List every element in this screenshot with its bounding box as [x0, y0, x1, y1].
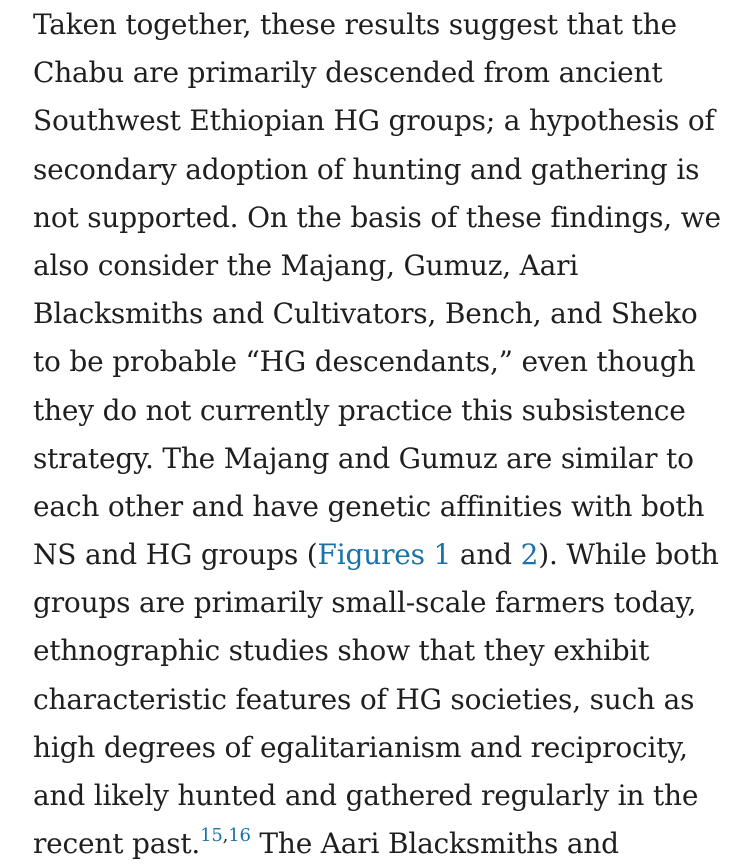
text-line-6: also consider the Majang, Gumuz, Aari [33, 248, 579, 282]
figure-2-link[interactable]: 2 [520, 538, 539, 572]
citation-15-link[interactable]: 15 [200, 824, 223, 846]
text-segment: and [451, 538, 521, 572]
text-line-11: each other and have genetic affinities with both [33, 489, 705, 523]
text-line-7: Blacksmiths and Cultivators, Bench, and Sheko [33, 297, 698, 331]
text-line-3: Southwest Ethiopian HG groups; a hypothesis of [33, 104, 715, 138]
text-line-12 [33, 531, 723, 579]
text-line-15: characteristic features of HG societies, such as [33, 682, 695, 716]
text-line-16: high degrees of egalitarianism and reciprocity, [33, 730, 688, 764]
text-segment: The Aari Blacksmiths and [250, 827, 619, 861]
text-line-10: strategy. The Majang and Gumuz are similar to [33, 441, 694, 475]
figures-1-link[interactable]: Figures 1 [317, 538, 452, 572]
article-paragraph [33, 0, 723, 868]
text-line-8: to be probable “HG descendants,” even though [33, 345, 696, 379]
text-line-17: and likely hunted and gathered regularly in the [33, 779, 699, 812]
citation-separator: , [222, 824, 229, 846]
text-line-2: Chabu are primarily descended from ancient [33, 56, 663, 90]
text-segment: NS and HG groups ( [33, 538, 318, 572]
text-line-4: secondary adoption of hunting and gathering is [33, 152, 700, 186]
text-segment: recent past. [33, 827, 201, 861]
text-line-14: ethnographic studies show that they exhibit [33, 634, 650, 668]
text-line-9: they do not currently practice this subsistence [33, 393, 686, 427]
text-line-5: not supported. On the basis of these findings, we [33, 200, 721, 234]
text-line-1: Taken together, these results suggest that the [33, 8, 677, 41]
text-line-13: groups are primarily small-scale farmers today, [33, 586, 697, 620]
text-segment: ). While both [538, 538, 719, 572]
citation-superscript [200, 825, 251, 846]
text-line-18 [33, 820, 723, 868]
citation-16-link[interactable]: 16 [228, 824, 251, 846]
